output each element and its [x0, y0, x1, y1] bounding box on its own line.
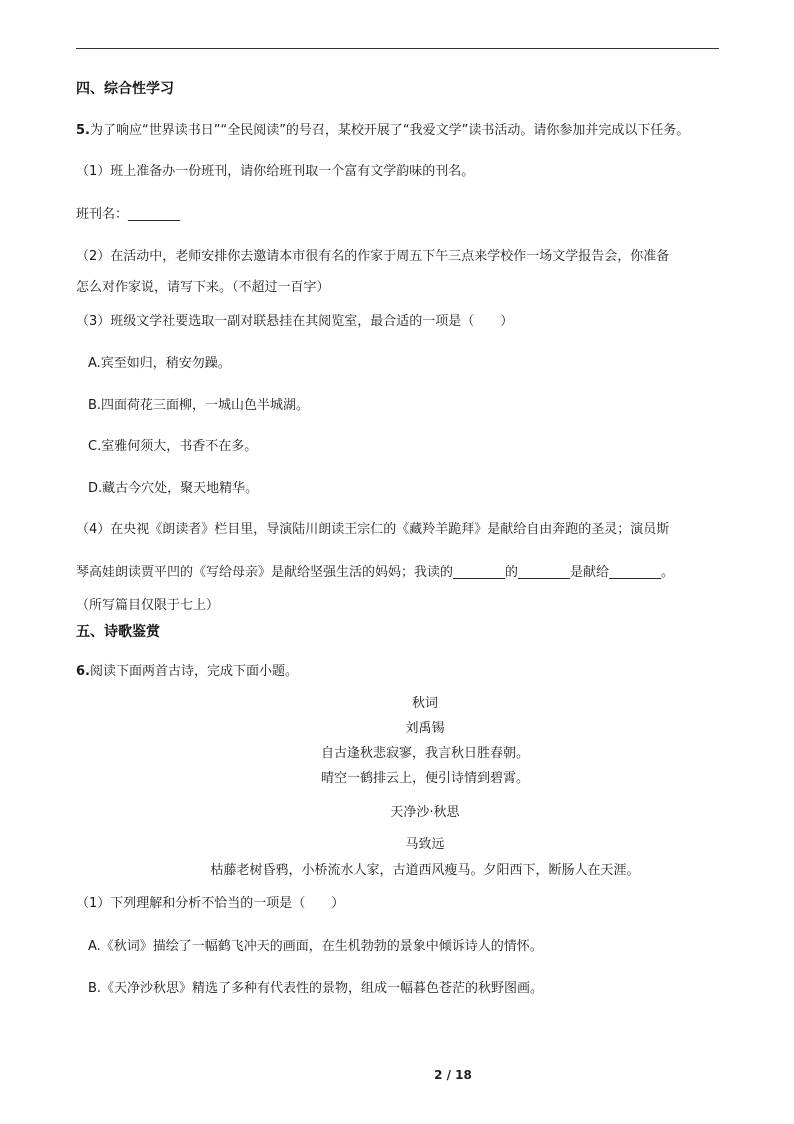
subquestion-4-line2: 琴高娃朗读贾平凹的《写给母亲》是献给坚强生活的妈妈；我读的________的________是献给________。 — [76, 565, 675, 580]
option-c: C.室雅何须大，书香不在多。 — [88, 439, 258, 454]
subquestion-3: （3）班级文学社要选取一副对联悬挂在其阅览室，最合适的一项是（ ） — [76, 314, 514, 329]
section-heading: 四、综合性学习 — [76, 81, 174, 97]
question-number: 6. — [76, 664, 90, 679]
question-text: 为了响应“世界读书日”“全民阅读”的号召，某校开展了“我爱文学”读书活动。请你参加并完成以下任务。 — [89, 123, 690, 138]
answer-blank-title: 班刊名：________ — [76, 207, 181, 222]
poem-2-title: 天净沙·秋思 — [390, 805, 460, 820]
poem-1-line1: 自古逢秋悲寂寥，我言秋日胜春朝。 — [320, 746, 529, 761]
option-a: A.《秋词》描绘了一幅鹤飞冲天的画面，在生机勃勃的景象中倾诉诗人的情怀。 — [88, 939, 543, 954]
header-rule — [76, 48, 719, 49]
option-b: B.《天净沙秋思》精选了多种有代表性的景物，组成一幅暮色苍茫的秋野图画。 — [88, 981, 544, 996]
subquestion-4-line3: （所写篇目仅限于七上） — [76, 598, 220, 613]
poem-1-title: 秋词 — [411, 696, 438, 711]
section-heading: 五、诗歌鉴赏 — [76, 624, 160, 640]
poem-2-line1: 枯藤老树昏鸦，小桥流水人家，古道西风瘦马。夕阳西下，断肠人在天涯。 — [210, 863, 640, 878]
question-number: 5. — [76, 123, 90, 138]
poem-1-author: 刘禹锡 — [405, 721, 445, 736]
subquestion-1: （1）班上准备办一份班刊，请你给班刊取一个富有文学韵味的刊名。 — [76, 164, 475, 179]
option-a: A.宾至如归，稍安勿躁。 — [88, 356, 231, 371]
option-d: D.藏古今穴处，聚天地精华。 — [88, 481, 259, 496]
subquestion-4-line1: （4）在央视《朗读者》栏目里，导演陆川朗读王宗仁的《藏羚羊跪拜》是献给自由奔跑的圣灵；演员斯 — [76, 522, 670, 537]
question-text: 阅读下面两首古诗，完成下面小题。 — [89, 664, 298, 679]
option-b: B.四面荷花三面柳，一城山色半城湖。 — [88, 398, 310, 413]
subquestion-2-line2: 怎么对作家说，请写下来。（不超过一百字） — [76, 280, 330, 295]
poem-2-author: 马致远 — [405, 837, 445, 852]
page-number: 2 / 18 — [434, 1068, 472, 1082]
question-6-stem — [76, 663, 298, 681]
subquestion-6-1: （1）下列理解和分析不恰当的一项是（ ） — [76, 896, 345, 911]
poem-1-line2: 晴空一鹤排云上，便引诗情到碧霄。 — [320, 771, 529, 786]
question-5-stem — [76, 122, 689, 140]
subquestion-2-line1: （2）在活动中，老师安排你去邀请本市很有名的作家于周五下午三点来学校作一场文学报告会，你准备 — [76, 249, 670, 264]
